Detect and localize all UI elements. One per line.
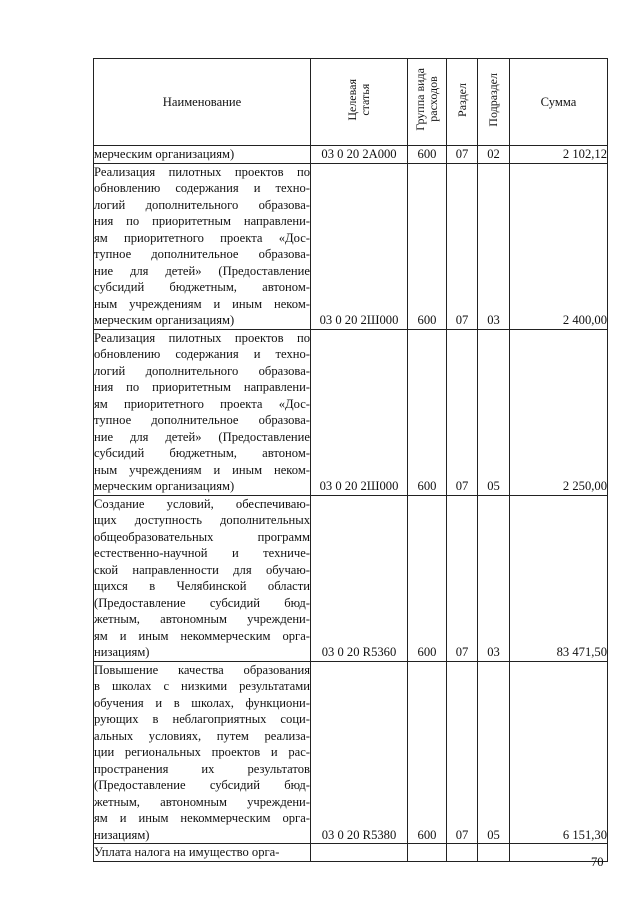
table-row bbox=[94, 163, 608, 329]
row-name-line: Реализация пилотных проектов по bbox=[94, 164, 310, 179]
row-sum: 2 400,00 bbox=[510, 163, 608, 329]
header-subsection: Подраздел bbox=[478, 59, 510, 146]
row-section bbox=[447, 844, 478, 862]
row-target-article: 03 0 20 R5380 bbox=[311, 661, 408, 844]
row-sum: 6 151,30 bbox=[510, 661, 608, 844]
header-expense-group: Группа вида расходов bbox=[408, 59, 447, 146]
row-name-line: ным учреждениям и иным неком- bbox=[94, 296, 310, 311]
row-section: 07 bbox=[447, 495, 478, 661]
row-name-line: ям приоритетного проекта «Дос- bbox=[94, 396, 310, 411]
row-name-line: щих доступность дополнительных bbox=[94, 513, 310, 527]
row-name-line: ным учреждениям и иным неком- bbox=[94, 462, 310, 477]
budget-table bbox=[93, 58, 608, 862]
row-target-article bbox=[311, 844, 408, 862]
row-name-line: общеобразовательных программ bbox=[94, 529, 310, 544]
row-name-line: субсидий бюджетным, автоном- bbox=[94, 446, 310, 460]
table-row bbox=[94, 495, 608, 661]
row-subsection: 05 bbox=[478, 329, 510, 495]
row-name-line: Уплата налога на имущество орга- bbox=[94, 845, 280, 859]
row-name-line: тупное дополнительное образова- bbox=[94, 413, 310, 427]
row-name-line: мерческим организациям) bbox=[94, 147, 235, 161]
row-name-line: ской направленности для обучаю- bbox=[94, 562, 310, 577]
row-name-line: Повышение качества образования bbox=[94, 662, 310, 677]
header-target-article: Целевая статья bbox=[311, 59, 408, 146]
row-expense-group: 600 bbox=[408, 163, 447, 329]
row-expense-group: 600 bbox=[408, 146, 447, 164]
table-row bbox=[94, 661, 608, 844]
row-subsection: 03 bbox=[478, 495, 510, 661]
row-name-line: Реализация пилотных проектов по bbox=[94, 330, 310, 345]
row-name-line: жетным, автономным учреждени- bbox=[94, 794, 310, 809]
row-name-line: мерческим организациям) bbox=[94, 313, 235, 327]
row-name-line: ния по приоритетным направлени- bbox=[94, 380, 310, 394]
row-name-line: естественно-научной и техниче- bbox=[94, 546, 310, 560]
row-name-line: логий дополнительного образова- bbox=[94, 363, 310, 378]
row-name-line: ям приоритетного проекта «Дос- bbox=[94, 230, 310, 245]
row-name bbox=[94, 146, 311, 164]
row-name-line: в школах с низкими результатами bbox=[94, 679, 310, 693]
row-expense-group: 600 bbox=[408, 661, 447, 844]
row-name-line: ям и иным некоммерческим орга- bbox=[94, 811, 310, 825]
row-expense-group bbox=[408, 844, 447, 862]
row-section: 07 bbox=[447, 163, 478, 329]
row-subsection bbox=[478, 844, 510, 862]
row-name-line: тупное дополнительное образова- bbox=[94, 247, 310, 261]
row-sum: 2 250,00 bbox=[510, 329, 608, 495]
row-name-line: ции региональных проектов и рас- bbox=[94, 745, 310, 759]
header-sum: Сумма bbox=[510, 59, 608, 146]
row-sum: 83 471,50 bbox=[510, 495, 608, 661]
table-row bbox=[94, 329, 608, 495]
table-row bbox=[94, 844, 608, 862]
row-name-line: мерческим организациям) bbox=[94, 479, 235, 493]
row-subsection: 03 bbox=[478, 163, 510, 329]
row-expense-group: 600 bbox=[408, 329, 447, 495]
row-name bbox=[94, 329, 311, 495]
row-name bbox=[94, 661, 311, 844]
row-target-article: 03 0 20 2Ш000 bbox=[311, 163, 408, 329]
row-name-line: субсидий бюджетным, автоном- bbox=[94, 280, 310, 294]
table-row bbox=[94, 146, 608, 164]
row-target-article: 03 0 20 R5360 bbox=[311, 495, 408, 661]
table-body bbox=[94, 146, 608, 862]
row-name bbox=[94, 844, 311, 862]
row-name-line: пространения их результатов bbox=[94, 761, 310, 776]
page-number: 70 bbox=[591, 855, 604, 869]
row-name bbox=[94, 495, 311, 661]
table-header bbox=[94, 59, 608, 146]
row-sum: 2 102,12 bbox=[510, 146, 608, 164]
row-subsection: 02 bbox=[478, 146, 510, 164]
row-name-line: обучения и в школах, функциони- bbox=[94, 695, 310, 710]
row-name-line: альных условиях, путем реализа- bbox=[94, 728, 310, 743]
row-name-line: ния по приоритетным направлени- bbox=[94, 214, 310, 228]
header-name: Наименование bbox=[94, 59, 311, 146]
row-name-line: рующих в неблагоприятных соци- bbox=[94, 712, 310, 726]
row-name-line: (Предоставление субсидий бюд- bbox=[94, 595, 310, 610]
row-section: 07 bbox=[447, 329, 478, 495]
row-expense-group: 600 bbox=[408, 495, 447, 661]
row-section: 07 bbox=[447, 146, 478, 164]
row-section: 07 bbox=[447, 661, 478, 844]
row-name-line: ям и иным некоммерческим орга- bbox=[94, 628, 310, 643]
row-name-line: жетным, автономным учреждени- bbox=[94, 612, 310, 626]
row-name-line: обновлению содержания и техно- bbox=[94, 347, 310, 361]
row-name bbox=[94, 163, 311, 329]
row-target-article: 03 0 20 2А000 bbox=[311, 146, 408, 164]
row-name-line: обновлению содержания и техно- bbox=[94, 181, 310, 195]
row-name-line: логий дополнительного образова- bbox=[94, 197, 310, 212]
row-name-line: низациям) bbox=[94, 645, 150, 659]
row-name-line: низациям) bbox=[94, 827, 150, 842]
header-section: Раздел bbox=[447, 59, 478, 146]
row-target-article: 03 0 20 2Ш000 bbox=[311, 329, 408, 495]
row-name-line: щихся в Челябинской области bbox=[94, 579, 310, 593]
row-name-line: (Предоставление субсидий бюд- bbox=[94, 778, 310, 792]
row-subsection: 05 bbox=[478, 661, 510, 844]
row-name-line: Создание условий, обеспечиваю- bbox=[94, 496, 310, 511]
row-name-line: ние для детей» (Предоставление bbox=[94, 263, 310, 278]
row-name-line: ние для детей» (Предоставление bbox=[94, 429, 310, 444]
